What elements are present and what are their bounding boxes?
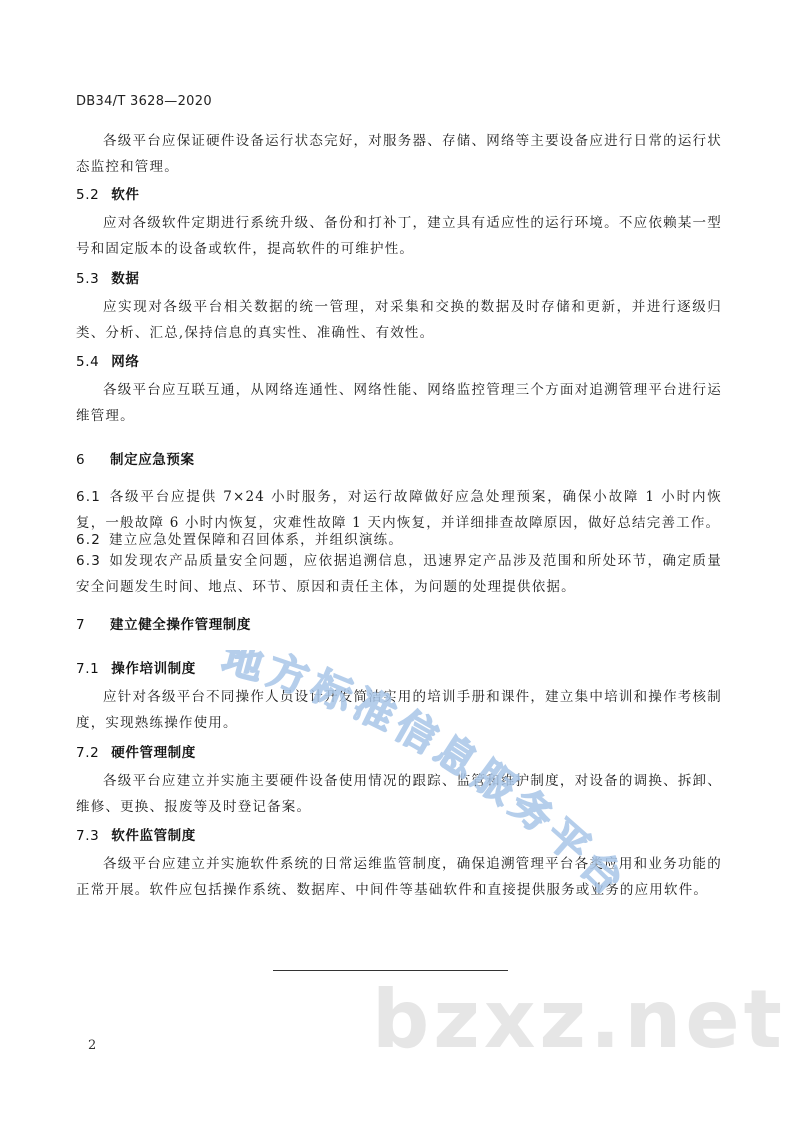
section-heading-5-2	[76, 183, 139, 203]
software-supervision-paragraph: 各级平台应建立并实施软件系统的日常运维监管制度，确保追溯管理平台各类应用和业务功能的正常开展。软件应包括操作系统、数据库、中间件等基础软件和直接提供服务或业务的应用软件。	[76, 856, 722, 898]
section-number: 7	[76, 617, 86, 633]
section-heading-5-3	[76, 267, 139, 287]
section-number: 6	[76, 452, 86, 468]
section-title: 软件	[111, 187, 140, 203]
standard-code: DB34/T 3628—2020	[76, 94, 212, 109]
network-paragraph: 各级平台应互联互通，从网络连通性、网络性能、网络监控管理三个方面对追溯管理平台进行运维管理。	[76, 382, 722, 424]
software-paragraph: 应对各级软件定期进行系统升级、备份和打补丁，建立具有适应性的运行环境。不应依赖某一型号和固定版本的设备或软件，提高软件的可维护性。	[76, 215, 722, 257]
section-heading-7-1	[76, 657, 196, 677]
section-title: 数据	[111, 271, 140, 287]
clause-text: 各级平台应提供 7×24 小时服务，对运行故障做好应急处理预案，确保小故障 1 小时内恢复，一般故障 6 小时内恢复，灾难性故障 1 天内恢复，并详细排查故障原因，做好总结完善工作。	[76, 489, 722, 531]
page-number: 2	[88, 1038, 97, 1053]
section-title: 网络	[111, 354, 140, 370]
section-title: 软件监管制度	[111, 828, 196, 844]
section-heading-5-4	[76, 350, 139, 370]
clause-text: 建立应急处置保障和召回体系，并组织演练。	[109, 532, 404, 548]
section-heading-7-2	[76, 741, 196, 761]
training-paragraph: 应针对各级平台不同操作人员设计开发简洁实用的培训手册和课件，建立集中培训和操作考核制度，实现熟练操作使用。	[76, 689, 722, 731]
section-number: 5.4	[76, 354, 100, 370]
site-watermark: bzxz.net	[372, 973, 786, 1066]
hardware-paragraph: 各级平台应保证硬件设备运行状态完好，对服务器、存储、网络等主要设备应进行日常的运行状态监控和管理。	[76, 133, 722, 175]
section-heading-6	[76, 448, 195, 468]
hardware-management-paragraph: 各级平台应建立并实施主要硬件设备使用情况的跟踪、监管和维护制度，对设备的调换、拆卸、维修、更换、报废等及时登记备案。	[76, 773, 722, 815]
section-title: 操作培训制度	[111, 661, 196, 677]
section-heading-7	[76, 613, 251, 633]
clause-6-3	[76, 548, 722, 600]
section-number: 5.2	[76, 187, 100, 203]
clause-number: 6.3	[76, 553, 102, 569]
section-heading-7-3	[76, 824, 196, 844]
section-title: 制定应急预案	[110, 452, 195, 468]
clause-text: 如发现农产品质量安全问题，应依据追溯信息，迅速界定产品涉及范围和所处环节，确定质量安全问题发生时间、地点、环节、原因和责任主体，为问题的处理提供依据。	[76, 553, 722, 595]
section-number: 7.1	[76, 661, 100, 677]
clause-number: 6.1	[76, 489, 102, 505]
stamp-text: 地方标准信息服务平台	[217, 650, 637, 908]
section-number: 7.2	[76, 745, 100, 761]
data-paragraph: 应实现对各级平台相关数据的统一管理，对采集和交换的数据及时存储和更新，并进行逐级归类、分析、汇总,保持信息的真实性、准确性、有效性。	[76, 299, 722, 341]
section-title: 建立健全操作管理制度	[110, 617, 251, 633]
section-number: 5.3	[76, 271, 100, 287]
clause-number: 6.2	[76, 532, 102, 548]
footnote-divider	[273, 970, 508, 971]
section-number: 7.3	[76, 828, 100, 844]
section-title: 硬件管理制度	[111, 745, 196, 761]
